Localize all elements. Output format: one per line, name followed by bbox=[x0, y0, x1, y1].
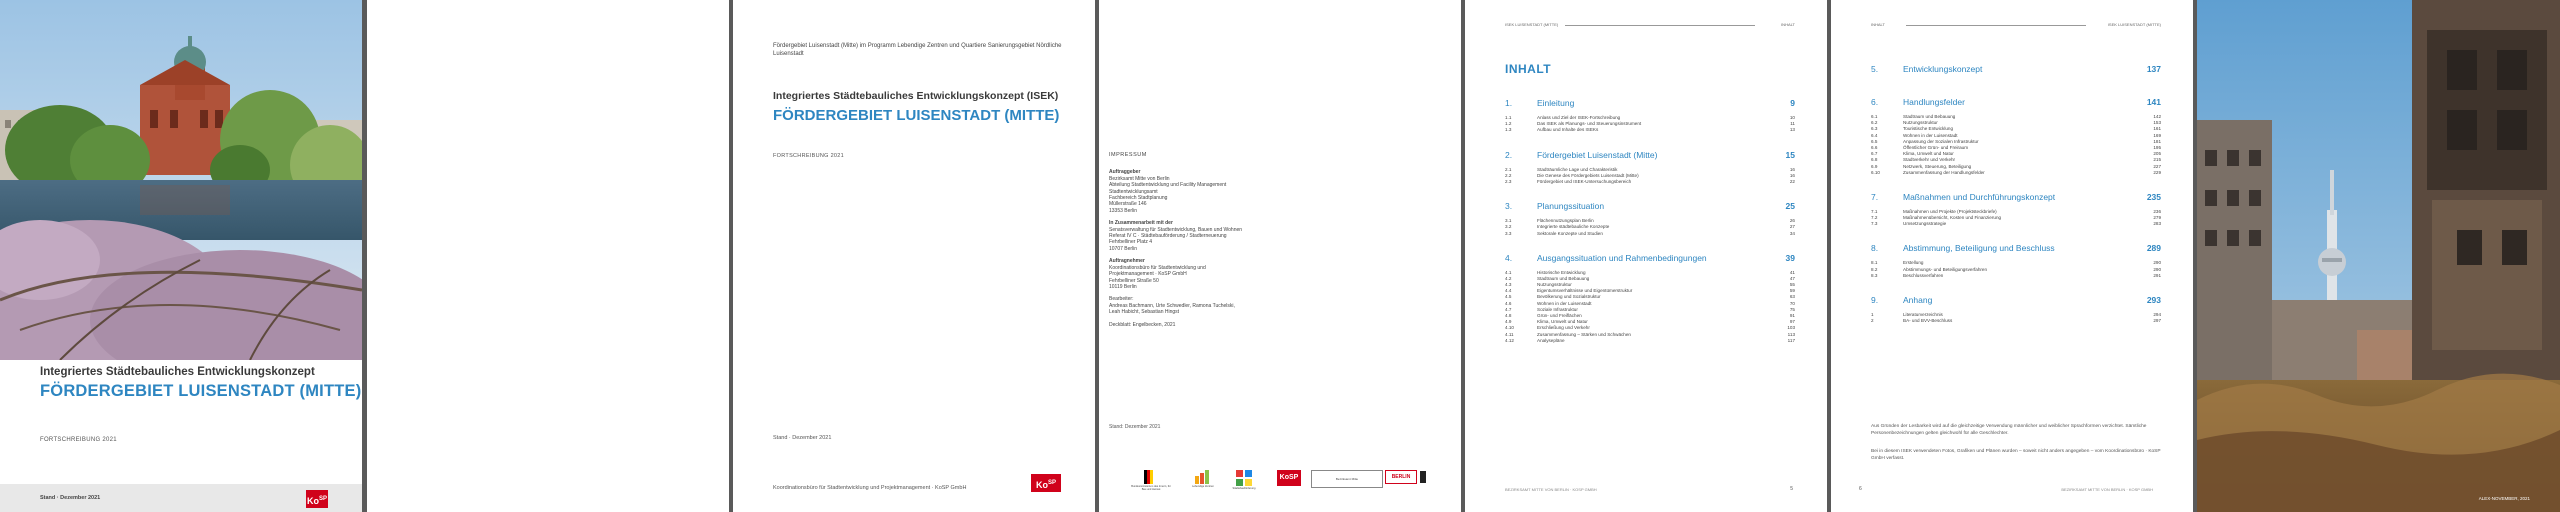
auftraggeber-line: Fachbereich Stadtplanung bbox=[1109, 195, 1168, 202]
header-rule bbox=[1906, 25, 2086, 26]
toc-item-title: Zusammenfassung der Handlungsfelder bbox=[1903, 169, 1985, 175]
toc-chapter[interactable] bbox=[1871, 64, 2161, 75]
zusammenarbeit-label: In Zusammenarbeit mit der bbox=[1109, 220, 1173, 227]
toc-item-page: 279 bbox=[2153, 215, 2161, 221]
toc-item-page: 97 bbox=[1789, 319, 1795, 325]
back-cover-photo bbox=[2197, 0, 2560, 512]
back-cover-page bbox=[2197, 0, 2560, 512]
toc-chapter-page: 141 bbox=[2146, 97, 2161, 107]
toc-item-page: 103 bbox=[1787, 325, 1795, 331]
kosp-logo: KoSP bbox=[1277, 470, 1301, 486]
funder-logos bbox=[1129, 470, 1449, 498]
zusammenarbeit-line: Fehrbelliner Platz 4 bbox=[1109, 239, 1153, 246]
deckblatt-credit: Deckblatt: Engelbecken, 2021 bbox=[1109, 321, 1176, 328]
funder-name: Bundesministerium des Innern, für Bau und Heimat bbox=[1131, 485, 1171, 491]
toc-item-title: Öffentlicher Grün- und Freiraum bbox=[1903, 144, 1969, 150]
toc-item[interactable] bbox=[1871, 221, 2161, 227]
bear-icon bbox=[1419, 470, 1427, 485]
bmi-logo bbox=[1129, 470, 1173, 491]
blank-page bbox=[367, 0, 729, 512]
toc-item-page: 11 bbox=[1790, 121, 1795, 127]
image-credit-note: Bei in diesem ISEK verwendeten Fotos, Grafiken und Plänen wurden – soweit nicht anders angegeben – vom Koordinationsbüro · KoSP GmbH verfasst. bbox=[1871, 449, 2161, 461]
funder-name: Lebendige Zentren bbox=[1192, 485, 1214, 488]
running-header-left: INHALT bbox=[1871, 22, 1885, 27]
toc-item-number: 4.9 bbox=[1505, 319, 1512, 325]
toc-item-title: Nutzungsstruktur bbox=[1537, 282, 1572, 288]
toc-item-title: Touristische Entwicklung bbox=[1903, 126, 1954, 132]
impressum-block bbox=[1109, 152, 1439, 328]
toc-item-page: 16 bbox=[1789, 166, 1795, 172]
toc-item-title: Eigentumsverhältnisse und Eigentümerstruktur bbox=[1537, 288, 1633, 294]
toc-chapter-page: 235 bbox=[2146, 191, 2161, 202]
impressum-page bbox=[1099, 0, 1461, 512]
toc-item-page: 113 bbox=[1787, 331, 1795, 337]
toc-chapter[interactable] bbox=[1871, 97, 2161, 108]
toc-item[interactable] bbox=[1505, 127, 1795, 133]
toc-item-title: Klima, Umwelt und Natur bbox=[1537, 319, 1588, 325]
page-footer: BEZIRKSAMT MITTE VON BERLIN · KOSP GMBH bbox=[2061, 487, 2153, 492]
title-page bbox=[733, 0, 1095, 512]
toc-item-title: Nutzungsstruktur bbox=[1903, 120, 1938, 126]
toc-item-page: 205 bbox=[2153, 151, 2161, 157]
cover-photo bbox=[0, 0, 362, 360]
toc-item-number: 3.2 bbox=[1505, 224, 1512, 230]
toc-item-page: 161 bbox=[2153, 126, 2161, 132]
auftraggeber-label: Auftraggeber bbox=[1109, 169, 1141, 176]
toc-item-number: 6.8 bbox=[1871, 157, 1878, 163]
toc-item-page: 75 bbox=[1789, 306, 1795, 312]
toc-item[interactable] bbox=[1505, 179, 1795, 185]
auftraggeber-line: Bezirksamt Mitte von Berlin bbox=[1109, 175, 1170, 182]
toc-item-title: Literaturverzeichnis bbox=[1903, 312, 1943, 317]
running-header-left: ISEK LUISENSTADT (MITTE) bbox=[1505, 22, 1559, 27]
toc-item-number: 2.2 bbox=[1505, 172, 1512, 178]
toc-chapter[interactable] bbox=[1505, 201, 1795, 212]
kosp-logo bbox=[1031, 474, 1061, 492]
toc-chapter-number: 3. bbox=[1505, 201, 1513, 212]
toc-item-title: Klima, Umwelt und Natur bbox=[1903, 151, 1954, 157]
toc-item-number: 8.3 bbox=[1871, 272, 1878, 278]
eagle-icon bbox=[1144, 470, 1158, 484]
toc-chapter-title: Handlungsfelder bbox=[1903, 97, 1965, 107]
toc-chapter-page: 137 bbox=[2146, 64, 2161, 74]
toc-item-title: Erschließung und Verkehr bbox=[1537, 325, 1590, 331]
toc-item-title: Maßnahmen und Projekte (Projektsteckbriefe) bbox=[1903, 208, 1997, 214]
title-page-note: Fördergebiet Luisenstadt (Mitte) im Programm Lebendige Zentren und Quartiere Sanierungsgebiet Nördliche Luisenstadt bbox=[773, 43, 1062, 57]
toc-item-number: 1 bbox=[1871, 312, 1874, 317]
toc-item-number: 6.4 bbox=[1871, 132, 1878, 138]
toc-chapter-number: 5. bbox=[1871, 64, 1879, 74]
toc-item-page: 283 bbox=[2153, 221, 2161, 227]
zusammenarbeit-line: Referat IV C · Städtebauförderung / Stadterneuerung bbox=[1109, 233, 1227, 240]
toc-item-number: 4.7 bbox=[1505, 306, 1512, 312]
toc-list bbox=[1505, 98, 1795, 360]
bearbeiter-label: Bearbeiter: bbox=[1109, 296, 1134, 303]
toc-item-number: 1.3 bbox=[1505, 127, 1512, 133]
toc-item-title: Zusammenfassung – Stärken und Schwächen bbox=[1537, 331, 1631, 337]
toc-item-page: 294 bbox=[2153, 312, 2161, 317]
toc-chapter-page: 39 bbox=[1785, 252, 1795, 263]
toc-item-number: 3.3 bbox=[1505, 230, 1512, 236]
toc-chapter-page: 25 bbox=[1785, 201, 1795, 212]
impressum-heading: IMPRESSUM bbox=[1109, 152, 1147, 158]
toc-item-page: 291 bbox=[2153, 272, 2161, 278]
title-page-koord: Koordinationsbüro für Stadtentwicklung und Projektmanagement · KoSP GmbH bbox=[773, 485, 967, 491]
toc-item-number: 4.11 bbox=[1505, 331, 1514, 337]
title-page-stand: Stand · Dezember 2021 bbox=[773, 435, 832, 441]
toc-chapter-title: Einleitung bbox=[1537, 98, 1575, 108]
toc-item-title: Abstimmungs- und Beteiligungsverfahren bbox=[1903, 266, 1988, 272]
toc-heading: INHALT bbox=[1505, 62, 1552, 76]
toc-chapter-title: Planungssituation bbox=[1537, 201, 1605, 212]
toc-chapter[interactable] bbox=[1505, 150, 1795, 161]
toc-item-page: 181 bbox=[2153, 138, 2161, 144]
zusammenarbeit-line: 10707 Berlin bbox=[1109, 245, 1138, 252]
back-cover-caption: ALEX-NOVEMBER, 2021 bbox=[2478, 496, 2530, 501]
toc-item-title: Stadträumliche Lage und Charakteristik bbox=[1537, 166, 1618, 172]
toc-chapter[interactable] bbox=[1871, 295, 2161, 306]
bearbeiter-line: Andreas Bachmann, Urte Schwedler, Ramona Tuchelski, bbox=[1109, 302, 1235, 309]
auftraggeber-line: 13353 Berlin bbox=[1109, 207, 1138, 214]
toc-item-number: 7.3 bbox=[1871, 221, 1878, 227]
toc-item-page: 297 bbox=[2153, 318, 2161, 324]
toc-item-number: 4.8 bbox=[1505, 313, 1512, 318]
toc-item-number: 6.2 bbox=[1871, 120, 1878, 126]
cover-page bbox=[0, 0, 362, 512]
toc-chapter-title: Fördergebiet Luisenstadt (Mitte) bbox=[1537, 149, 1658, 160]
lebendige-zentren-logo bbox=[1189, 470, 1217, 488]
toc-chapter[interactable] bbox=[1871, 192, 2161, 203]
toc-item-number: 4.4 bbox=[1505, 288, 1512, 294]
berlin-logo: BERLIN bbox=[1385, 470, 1417, 484]
toc-item-page: 10 bbox=[1789, 115, 1795, 120]
cover-edition: FORTSCHREIBUNG 2021 bbox=[40, 437, 117, 443]
toc-chapter[interactable] bbox=[1505, 98, 1795, 109]
toc-item-page: 169 bbox=[2153, 132, 2161, 138]
toc-item-title: Historische Entwicklung bbox=[1537, 269, 1586, 275]
toc-chapter-number: 6. bbox=[1871, 97, 1879, 107]
toc-item-number: 6.10 bbox=[1871, 169, 1880, 175]
toc-item-page: 91 bbox=[1789, 313, 1795, 318]
toc-item-title: Fördergebiet und ISEK-Untersuchungsbereich bbox=[1537, 178, 1632, 184]
auftragnehmer-line: Koordinationsbüro für Stadtentwicklung und bbox=[1109, 264, 1206, 271]
title-page-subtitle: Integriertes Städtebauliches Entwicklungskonzept (ISEK) bbox=[773, 90, 1059, 102]
auftraggeber-line: Müllerstraße 146 bbox=[1109, 201, 1147, 208]
auftragnehmer-line: Fehrbelliner Straße 50 bbox=[1109, 277, 1159, 284]
zentren-icon bbox=[1195, 470, 1211, 484]
toc-item-number: 6.5 bbox=[1871, 138, 1878, 144]
toc-item-page: 22 bbox=[1789, 178, 1795, 184]
toc-item-title: BA- und BVV-Beschluss bbox=[1903, 318, 1953, 324]
toc-item-title: Anlass und Ziel der ISEK-Fortschreibung bbox=[1537, 115, 1621, 120]
toc-item-number: 1.2 bbox=[1505, 121, 1512, 127]
toc-item[interactable] bbox=[1871, 273, 2161, 279]
toc-item-page: 195 bbox=[2153, 144, 2161, 150]
toc-item-page: 16 bbox=[1789, 172, 1795, 178]
kosp-logo bbox=[306, 490, 328, 508]
toc-item-page: 55 bbox=[1789, 282, 1795, 288]
toc-item-number: 4.5 bbox=[1505, 294, 1512, 300]
toc-item-title: Erstellung bbox=[1903, 260, 1924, 266]
staedtebaufoerderung-logo bbox=[1229, 470, 1259, 490]
page-number: 6 bbox=[1859, 486, 1862, 492]
header-rule bbox=[1565, 25, 1755, 26]
page-footer: BEZIRKSAMT MITTE VON BERLIN · KOSP GMBH bbox=[1505, 487, 1597, 492]
toc-chapter[interactable] bbox=[1505, 253, 1795, 264]
zusammenarbeit-line: Senatsverwaltung für Stadtentwicklung, Bauen und Wohnen bbox=[1109, 226, 1243, 233]
toc-item-page: 290 bbox=[2153, 266, 2161, 272]
cover-title: FÖRDERGEBIET LUISENSTADT (MITTE) bbox=[40, 382, 362, 400]
toc-chapter-page: 15 bbox=[1785, 149, 1795, 160]
toc-item-page: 47 bbox=[1789, 275, 1795, 281]
toc-item-page: 59 bbox=[1789, 288, 1795, 294]
toc-item-title: Grün- und Freiflächen bbox=[1537, 313, 1582, 318]
toc-item-page: 142 bbox=[2153, 114, 2161, 119]
cover-subtitle: Integriertes Städtebauliches Entwicklungskonzept bbox=[40, 366, 315, 378]
toc-item-page: 215 bbox=[2153, 157, 2161, 163]
toc-item-title: Maßnahmenübersicht, Kosten und Finanzierung bbox=[1903, 215, 2002, 221]
logo-sup: SP bbox=[318, 496, 327, 502]
toc-item-page: 27 bbox=[1789, 224, 1795, 230]
auftragnehmer-line: Projektmanagement · KoSP GmbH bbox=[1109, 271, 1187, 278]
bearbeiter-line: Leah Habicht, Sebastian Hingst bbox=[1109, 309, 1180, 316]
toc-item-number: 8.2 bbox=[1871, 266, 1878, 272]
auftraggeber-line: Stadtentwicklungsamt bbox=[1109, 188, 1158, 195]
funder-name: Städtebauförderung bbox=[1232, 487, 1256, 490]
toc-item-page: 117 bbox=[1787, 337, 1795, 343]
toc-item-title: Wohnen in der Luisenstadt bbox=[1903, 132, 1958, 138]
toc-item-number: 3.1 bbox=[1505, 218, 1512, 224]
toc-item-title: Netzwerk, Steuerung, Beteiligung bbox=[1903, 163, 1972, 169]
toc-item-number: 2.3 bbox=[1505, 178, 1512, 184]
toc-item[interactable] bbox=[1505, 231, 1795, 237]
toc-chapter-page: 9 bbox=[1790, 98, 1795, 108]
toc-chapter-number: 9. bbox=[1871, 295, 1879, 305]
toc-item-title: Soziale Infrastruktur bbox=[1537, 306, 1578, 312]
toc-chapter-number: 8. bbox=[1871, 243, 1879, 254]
toc-item-title: Analysepläne bbox=[1537, 337, 1565, 343]
toc-chapter-title: Anhang bbox=[1903, 295, 1933, 305]
toc-chapter-title: Maßnahmen und Durchführungskonzept bbox=[1903, 191, 2056, 202]
toc-item-page: 236 bbox=[2153, 208, 2161, 214]
toc-item-number: 7.1 bbox=[1871, 208, 1878, 214]
running-header-right: INHALT bbox=[1781, 22, 1795, 27]
toc-chapter-number: 2. bbox=[1505, 149, 1513, 160]
toc-chapter-number: 1. bbox=[1505, 98, 1513, 108]
toc-chapter-title: Abstimmung, Beteiligung und Beschluss bbox=[1903, 243, 2055, 254]
toc-item-number: 6.9 bbox=[1871, 163, 1878, 169]
toc-chapter[interactable] bbox=[1871, 243, 2161, 254]
toc-item-number: 6.1 bbox=[1871, 114, 1878, 119]
toc-item-number: 4.1 bbox=[1505, 269, 1512, 275]
toc-chapter-title: Ausgangssituation und Rahmenbedingungen bbox=[1537, 252, 1707, 263]
toc-item-title: Flächennutzungsplan Berlin bbox=[1537, 218, 1594, 224]
toc-item-number: 2.1 bbox=[1505, 166, 1512, 172]
toc-item-title: Wohnen in der Luisenstadt bbox=[1537, 300, 1592, 306]
toc-chapter-title: Entwicklungskonzept bbox=[1903, 64, 1983, 74]
cover-stand: Stand · Dezember 2021 bbox=[40, 495, 101, 501]
toc-item-title: Umsetzungsstrategie bbox=[1903, 221, 1947, 227]
toc-item-number: 8.1 bbox=[1871, 260, 1878, 266]
toc-item-title: Beschlussverfahren bbox=[1903, 272, 1944, 278]
toc-item-title: Integrierte städtebauliche Konzepte bbox=[1537, 224, 1610, 230]
toc-item-page: 41 bbox=[1789, 269, 1795, 275]
toc-item-title: Aufbau und Inhalte des ISEKs bbox=[1537, 127, 1599, 133]
auftraggeber-line: Abteilung Stadtentwicklung und Facility Management bbox=[1109, 182, 1227, 189]
toc-item-number: 4.10 bbox=[1505, 325, 1514, 331]
toc-item-number: 4.3 bbox=[1505, 282, 1512, 288]
toc-item-page: 26 bbox=[1789, 218, 1795, 224]
auftragnehmer-line: 10119 Berlin bbox=[1109, 283, 1137, 290]
toc-item-title: Die Genese des Fördergebiets Luisenstadt (Mitte) bbox=[1537, 172, 1639, 178]
toc-item-number: 4.2 bbox=[1505, 275, 1512, 281]
toc-item-number: 7.2 bbox=[1871, 215, 1878, 221]
toc-list bbox=[1871, 64, 2161, 340]
toc-item-number: 6.3 bbox=[1871, 126, 1878, 132]
toc-item-title: Anpassung der Sozialen Infrastruktur bbox=[1903, 138, 1979, 144]
toc-item-title: Bevölkerung und Sozialstruktur bbox=[1537, 294, 1601, 300]
toc-item-title: Das ISEK als Planungs- und Steuerungsinstrument bbox=[1537, 121, 1642, 127]
toc-item-page: 290 bbox=[2153, 260, 2161, 266]
toc-item-title: Sektorale Konzepte und Studien bbox=[1537, 230, 1603, 236]
toc-item-page: 70 bbox=[1789, 300, 1795, 306]
toc-chapter-page: 293 bbox=[2146, 295, 2161, 305]
toc-chapter-number: 7. bbox=[1871, 191, 1879, 202]
toc-item[interactable] bbox=[1871, 170, 2161, 176]
toc-item[interactable] bbox=[1505, 338, 1795, 344]
toc-item-title: Stadtverkehr und Verkehr bbox=[1903, 157, 1956, 163]
toc-item-number: 2 bbox=[1871, 318, 1874, 324]
toc-item[interactable] bbox=[1871, 318, 2161, 324]
running-header-right: ISEK LUISENSTADT (MITTE) bbox=[2107, 22, 2161, 27]
toc-page-right bbox=[1831, 0, 2193, 512]
logo-sup: SP bbox=[1047, 480, 1056, 486]
title-page-edition: FORTSCHREIBUNG 2021 bbox=[773, 153, 845, 159]
toc-item-page: 153 bbox=[2153, 120, 2161, 126]
toc-item-page: 227 bbox=[2153, 163, 2161, 169]
toc-item-title: Stadtraum und Bebauung bbox=[1903, 114, 1956, 119]
toc-item-page: 229 bbox=[2153, 169, 2161, 175]
page-number: 5 bbox=[1790, 486, 1793, 492]
logo-text: Ko bbox=[1035, 480, 1048, 490]
toc-item-page: 63 bbox=[1789, 294, 1795, 300]
toc-item-page: 13 bbox=[1789, 127, 1795, 133]
toc-item-title: Stadtraum und Bebauung bbox=[1537, 275, 1590, 281]
toc-chapter-number: 4. bbox=[1505, 252, 1513, 263]
toc-item-number: 6.6 bbox=[1871, 144, 1878, 150]
logo-text: Ko bbox=[306, 496, 319, 506]
title-page-title: FÖRDERGEBIET LUISENSTADT (MITTE) bbox=[773, 107, 1060, 124]
bezirksamt-logo: Bezirksamt Mitte bbox=[1311, 470, 1383, 488]
impressum-stand: Stand: Dezember 2021 bbox=[1109, 424, 1161, 430]
auftragnehmer-label: Auftragnehmer bbox=[1109, 258, 1145, 265]
toc-item-page: 34 bbox=[1789, 230, 1795, 236]
toc-page-left bbox=[1465, 0, 1827, 512]
toc-item-number: 6.7 bbox=[1871, 151, 1878, 157]
toc-item-number: 4.6 bbox=[1505, 300, 1512, 306]
toc-item-number: 4.12 bbox=[1505, 337, 1514, 343]
sbf-icon bbox=[1236, 470, 1252, 486]
toc-chapter-page: 289 bbox=[2146, 243, 2161, 254]
toc-item-number: 1.1 bbox=[1505, 115, 1512, 120]
gender-note: Aus Gründen der Lesbarkeit wird auf die gleichzeitige Verwendung männlicher und weiblicher Sprachformen verzichtet. Sämtliche Personenbezeichnungen gelten gleichwohl für alle Geschlechter. bbox=[1871, 424, 2147, 436]
